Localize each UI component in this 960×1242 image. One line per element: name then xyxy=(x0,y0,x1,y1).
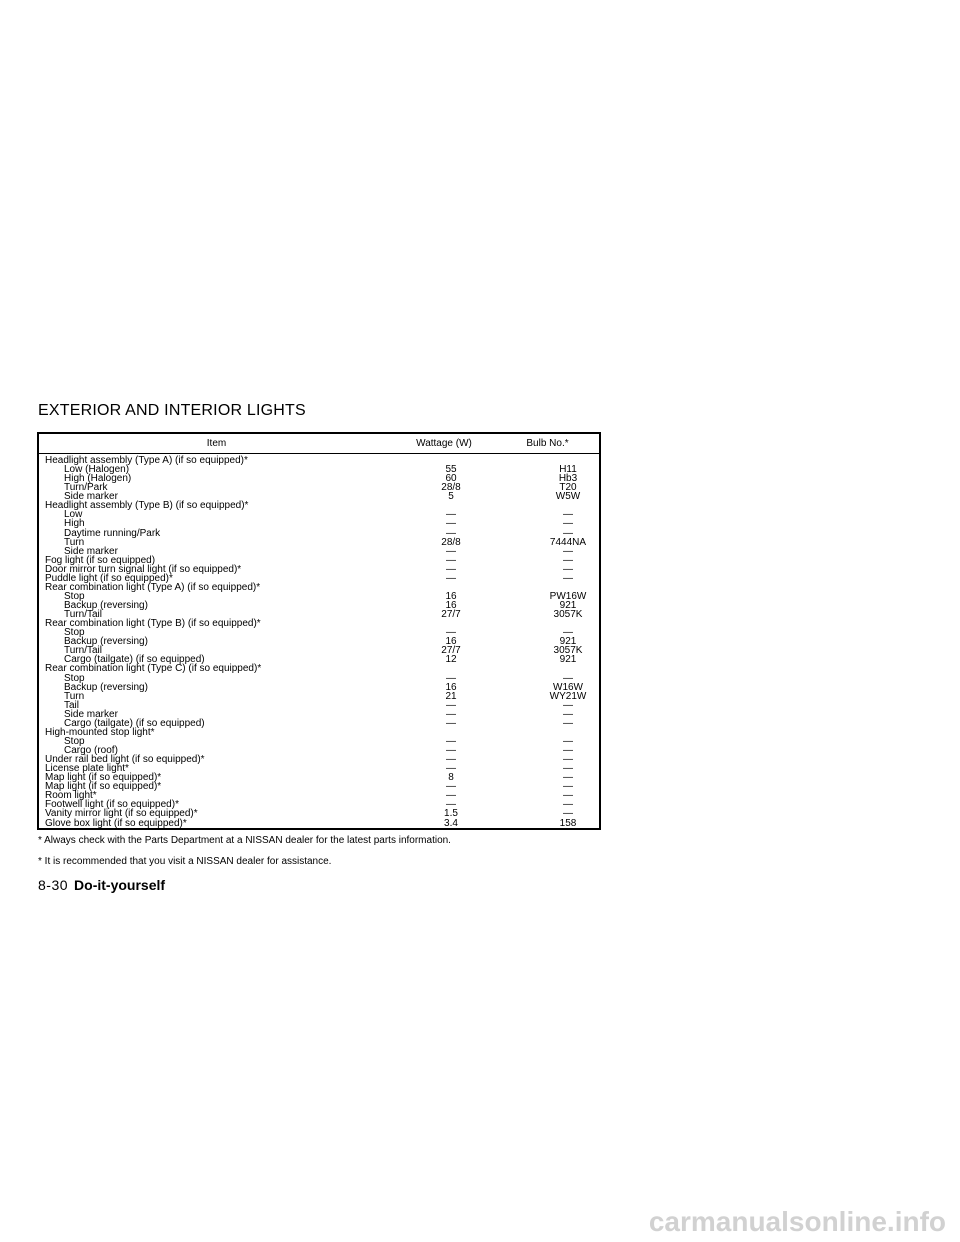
row-bulb: 921 xyxy=(559,636,577,648)
row-bulb: — xyxy=(563,708,573,720)
table-body xyxy=(39,456,599,828)
row-bulb: — xyxy=(563,799,573,811)
row-wattage: — xyxy=(446,799,456,811)
row-wattage: — xyxy=(446,763,456,775)
row-item: Stop xyxy=(64,627,85,639)
row-item: Map light (if so equipped)* xyxy=(45,781,162,793)
table-row xyxy=(39,583,599,592)
row-bulb: — xyxy=(563,808,573,820)
row-bulb: Hb3 xyxy=(558,473,578,485)
lights-table xyxy=(37,432,601,830)
row-item: Low (Halogen) xyxy=(64,464,130,476)
row-item: Stop xyxy=(64,590,85,602)
row-item: Side marker xyxy=(64,708,118,720)
row-item: Backup (reversing) xyxy=(64,636,148,648)
row-item: Tail xyxy=(64,699,80,711)
table-row xyxy=(39,701,599,710)
row-wattage: — xyxy=(446,699,456,711)
row-wattage: 16 xyxy=(445,636,457,648)
row-wattage: — xyxy=(446,754,456,766)
row-wattage: 27/7 xyxy=(441,609,461,621)
row-item: High xyxy=(64,518,85,530)
row-wattage: — xyxy=(446,672,456,684)
row-bulb: — xyxy=(563,527,573,539)
row-wattage: — xyxy=(446,518,456,530)
row-wattage: — xyxy=(446,627,456,639)
row-wattage: — xyxy=(446,745,456,756)
row-bulb: — xyxy=(563,754,573,766)
table-row xyxy=(39,819,599,828)
row-bulb: T20 xyxy=(559,482,577,494)
footnote-dealer: * It is recommended that you visit a NISSAN dealer for assistance. xyxy=(38,856,332,867)
row-item: Side marker xyxy=(64,545,118,557)
row-wattage: 60 xyxy=(445,473,457,485)
table-row xyxy=(39,664,599,673)
row-item: Backup (reversing) xyxy=(64,600,148,611)
table-row xyxy=(39,619,599,628)
row-bulb: WY21W xyxy=(549,690,587,702)
row-wattage: 21 xyxy=(445,690,457,702)
row-item: Rear combination light (Type A) (if so equipped)* xyxy=(45,581,261,593)
row-bulb: — xyxy=(563,509,573,521)
page-footer xyxy=(38,877,165,893)
table-row xyxy=(39,782,599,791)
row-bulb: — xyxy=(563,790,573,802)
row-bulb: 921 xyxy=(559,600,577,611)
row-item: High (Halogen) xyxy=(64,473,132,485)
table-row xyxy=(39,683,599,692)
row-wattage: 16 xyxy=(445,600,457,611)
row-item: License plate light* xyxy=(45,763,129,775)
row-wattage: — xyxy=(446,790,456,802)
row-bulb: — xyxy=(563,717,573,729)
row-wattage: 12 xyxy=(445,654,457,666)
row-item: Under rail bed light (if so equipped)* xyxy=(45,754,205,766)
row-item: Turn xyxy=(64,690,85,702)
row-wattage: 5 xyxy=(448,491,454,503)
section-name: Do-it-yourself xyxy=(74,877,166,893)
row-bulb: — xyxy=(563,735,573,747)
row-wattage: 27/7 xyxy=(441,645,461,657)
row-wattage: — xyxy=(446,545,456,557)
row-bulb: — xyxy=(563,763,573,775)
header-wattage: Wattage (W) xyxy=(416,438,472,449)
row-item: Map light (if so equipped)* xyxy=(45,772,162,784)
row-bulb: — xyxy=(563,672,573,684)
footnotes xyxy=(38,835,451,877)
row-item: Cargo (roof) xyxy=(64,745,118,756)
row-wattage: — xyxy=(446,572,456,584)
row-wattage: — xyxy=(446,527,456,539)
table-header xyxy=(39,434,599,454)
row-wattage: — xyxy=(446,554,456,566)
row-bulb: — xyxy=(563,518,573,530)
row-bulb: — xyxy=(563,554,573,566)
row-wattage: 16 xyxy=(445,681,457,693)
row-wattage: 8 xyxy=(448,772,454,784)
row-bulb: PW16W xyxy=(549,590,587,602)
row-item: Door mirror turn signal light (if so equipped)* xyxy=(45,563,242,575)
row-bulb: — xyxy=(563,545,573,557)
row-bulb: 3057K xyxy=(553,609,583,621)
row-bulb: — xyxy=(563,627,573,639)
row-item: Puddle light (if so equipped)* xyxy=(45,572,173,584)
header-bulb: Bulb No.* xyxy=(526,438,569,449)
table-row xyxy=(39,510,599,519)
header-item: Item xyxy=(206,438,227,449)
row-item: Footwell light (if so equipped)* xyxy=(45,799,179,811)
row-wattage: — xyxy=(446,735,456,747)
row-wattage: 3.4 xyxy=(444,817,458,829)
row-bulb: 921 xyxy=(559,654,577,666)
table-row xyxy=(39,538,599,547)
row-bulb: — xyxy=(563,699,573,711)
row-item: Low xyxy=(64,509,83,521)
row-wattage: 1.5 xyxy=(444,808,458,820)
row-bulb: W16W xyxy=(553,681,583,693)
row-item: Turn/Tail xyxy=(64,609,102,621)
table-row xyxy=(39,501,599,510)
row-item: Stop xyxy=(64,672,85,684)
table-row xyxy=(39,474,599,483)
section-title: EXTERIOR AND INTERIOR LIGHTS xyxy=(38,402,306,419)
row-item: Turn xyxy=(64,536,85,548)
row-bulb: W5W xyxy=(555,491,581,503)
watermark: carmanualsonline.info xyxy=(648,1206,946,1237)
table-row xyxy=(39,483,599,492)
row-item: Vanity mirror light (if so equipped)* xyxy=(45,808,198,820)
row-bulb: — xyxy=(563,563,573,575)
row-item: Cargo (tailgate) (if so equipped) xyxy=(64,654,205,666)
row-wattage: — xyxy=(446,708,456,720)
row-bulb: 3057K xyxy=(553,645,583,657)
row-bulb: — xyxy=(563,772,573,784)
row-wattage: 28/8 xyxy=(441,536,461,548)
row-item: Rear combination light (Type C) (if so equipped)* xyxy=(45,663,262,675)
row-item: High-mounted stop light* xyxy=(45,726,155,738)
row-item: Side marker xyxy=(64,491,118,503)
row-item: Cargo (tailgate) (if so equipped) xyxy=(64,717,205,729)
row-bulb: — xyxy=(563,781,573,793)
row-item: Backup (reversing) xyxy=(64,681,148,693)
row-wattage: — xyxy=(446,509,456,521)
row-item: Turn/Park xyxy=(64,482,108,494)
row-item: Daytime running/Park xyxy=(64,527,161,539)
row-item: Headlight assembly (Type B) (if so equipped)* xyxy=(45,500,249,512)
row-bulb: 7444NA xyxy=(549,536,587,548)
row-wattage: 28/8 xyxy=(441,482,461,494)
footnote-parts: * Always check with the Parts Department at a NISSAN dealer for the latest parts information. xyxy=(38,835,451,846)
table-row xyxy=(39,737,599,746)
row-wattage: — xyxy=(446,717,456,729)
row-wattage: — xyxy=(446,563,456,575)
row-item: Fog light (if so equipped) xyxy=(45,554,156,566)
row-bulb: — xyxy=(563,745,573,756)
row-item: Room light* xyxy=(45,790,97,802)
row-wattage: 55 xyxy=(445,464,457,476)
row-item: Glove box light (if so equipped)* xyxy=(45,817,187,829)
page-number: 8-30 xyxy=(38,877,69,893)
row-bulb: H11 xyxy=(559,464,577,476)
row-item: Turn/Tail xyxy=(64,645,102,657)
row-wattage: — xyxy=(446,781,456,793)
row-item: Stop xyxy=(64,735,85,747)
table-row xyxy=(39,637,599,646)
row-bulb: 158 xyxy=(559,817,577,829)
row-bulb: — xyxy=(563,572,573,584)
row-wattage: 16 xyxy=(445,590,457,602)
table-row xyxy=(39,692,599,701)
row-item: Rear combination light (Type B) (if so equipped)* xyxy=(45,618,261,630)
table-row xyxy=(39,529,599,538)
table-row xyxy=(39,728,599,737)
table-row xyxy=(39,601,599,610)
row-item: Headlight assembly (Type A) (if so equipped)* xyxy=(45,455,248,466)
